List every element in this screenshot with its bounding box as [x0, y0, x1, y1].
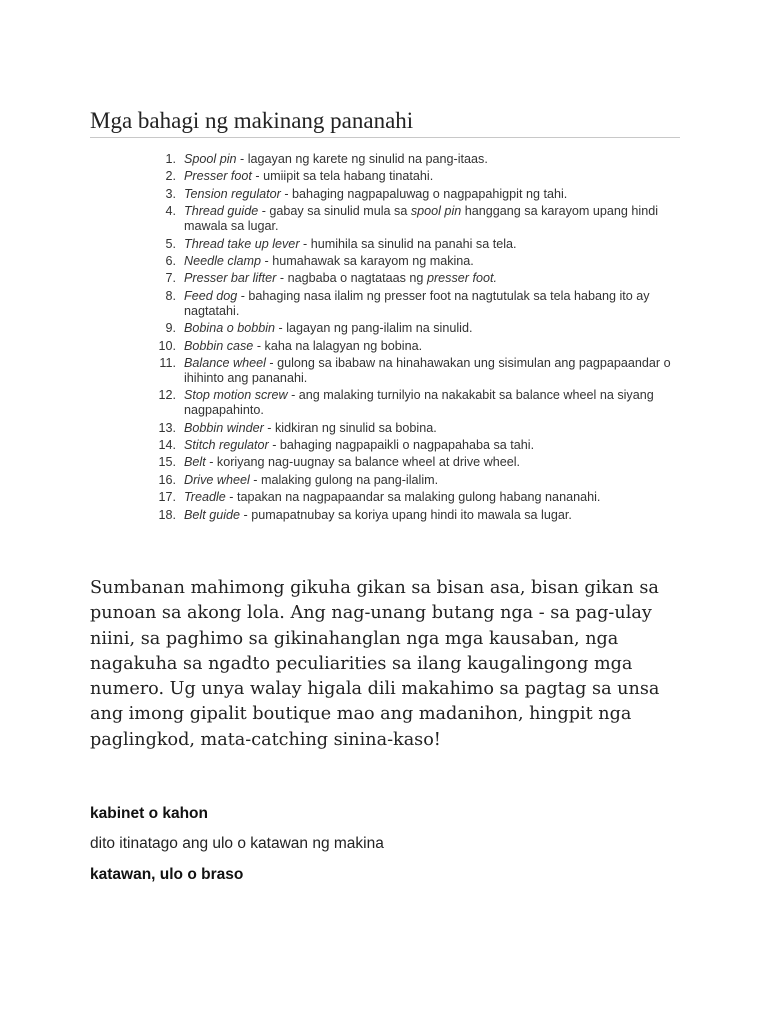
item-description: - koriyang nag-uugnay sa balance wheel at drive wheel. — [205, 455, 521, 470]
item-term: Stitch regulator — [184, 438, 269, 453]
item-description: - umiipit sa tela habang tinatahi. — [251, 169, 434, 184]
item-term: Spool pin — [184, 152, 237, 166]
item-number: 2. — [165, 169, 176, 184]
item-description: - nagbaba o nagtataas ng — [276, 271, 427, 286]
item-description: - pumapatnubay sa koriya upang hindi ito mawala sa lugar. — [240, 507, 572, 522]
section-heading-body: katawan, ulo o braso — [90, 866, 244, 883]
item-description: - humahawak sa karayom ng makina. — [261, 253, 474, 268]
item-description: - kidkiran ng sinulid sa bobina. — [263, 420, 437, 435]
list-item — [0, 455, 679, 470]
list-item — [0, 187, 679, 202]
list-item — [0, 438, 679, 453]
list-item — [0, 169, 679, 184]
item-number: 16. — [158, 472, 176, 487]
list-item — [0, 356, 679, 386]
item-number: 9. — [165, 321, 176, 336]
list-item — [0, 508, 679, 523]
item-number: 18. — [158, 507, 176, 522]
item-term-inline: spool pin — [410, 204, 462, 219]
item-term: Balance wheel — [184, 355, 266, 370]
item-description: - kaha na lalagyan ng bobina. — [253, 338, 423, 353]
list-item — [0, 204, 679, 234]
list-item — [0, 388, 679, 418]
list-item — [0, 152, 679, 167]
page-title: Mga bahagi ng makinang pananahi — [90, 108, 680, 138]
item-number: 4. — [165, 204, 176, 219]
item-term-inline: presser foot. — [426, 271, 497, 286]
item-term: Bobina o bobbin — [184, 321, 276, 336]
item-term: Thread take up lever — [184, 236, 300, 251]
item-term: Belt — [184, 455, 206, 470]
item-term: Presser bar lifter — [184, 271, 277, 286]
list-item — [0, 339, 679, 354]
item-description: - malaking gulong na pang-ilalim. — [249, 472, 439, 487]
item-term: Bobbin case — [184, 338, 254, 353]
item-description: - gulong sa ibabaw na hinahawakan ung sisimulan ang pagpapaandar o ihihinto ang pananahi. — [184, 355, 671, 385]
item-term: Feed dog — [184, 288, 238, 303]
item-description: - bahaging nasa ilalim ng presser foot na nagtutulak sa tela habang ito ay nagtatahi. — [184, 288, 650, 318]
item-term: Stop motion screw — [184, 388, 288, 403]
item-description: - bahaging nagpapaluwag o nagpapahigpit ng tahi. — [280, 186, 568, 201]
item-description: - tapakan na nagpapaandar sa malaking gulong habang nananahi. — [225, 490, 601, 505]
list-item — [0, 421, 679, 436]
section-heading-cabinet: kabinet o kahon — [90, 805, 208, 822]
list-item — [0, 490, 679, 505]
list-item — [0, 254, 679, 269]
item-number: 14. — [158, 438, 176, 453]
item-term: Thread guide — [184, 204, 259, 219]
item-description: - gabay sa sinulid mula sa — [258, 204, 411, 219]
item-number: 5. — [165, 236, 176, 251]
item-number: 7. — [165, 271, 176, 286]
item-number: 6. — [165, 253, 176, 268]
item-term: Bobbin winder — [184, 420, 264, 435]
item-description: - ang malaking turnilyio na nakakabit sa balance wheel na siyang nagpapahinto. — [184, 388, 654, 418]
item-term: Treadle — [184, 490, 226, 505]
section-text-cabinet: dito itinatago ang ulo o katawan ng makina — [90, 835, 384, 852]
item-description: - humihila sa sinulid na panahi sa tela. — [299, 236, 517, 251]
item-term: Needle clamp — [184, 253, 262, 268]
item-number: 8. — [165, 288, 176, 303]
item-description: - lagayan ng pang-ilalim na sinulid. — [275, 321, 473, 336]
list-item — [0, 289, 679, 319]
list-item — [0, 473, 679, 488]
item-number: 12. — [158, 388, 176, 403]
item-number: 11. — [159, 355, 176, 370]
item-term: Belt guide — [184, 507, 241, 522]
list-item — [0, 321, 679, 336]
item-number: 17. — [158, 490, 176, 505]
item-number: 13. — [158, 420, 176, 435]
item-number: 15. — [158, 455, 176, 470]
item-description-rest: hanggang sa karayom upang hindi mawala sa lugar. — [184, 204, 658, 234]
item-term: Presser foot — [184, 169, 252, 184]
body-paragraph: Sumbanan mahimong gikuha gikan sa bisan asa, bisan gikan sa punoan sa akong lola. Ang nag-unang butang nga - sa pag-ulay niini, sa paghimo sa gikinahanglan nga mga kausaban, nga nagakuha sa ngadto peculiarities sa ilang kaugalingong mga numero. Ug unya walay higala dili makahimo sa pagtag sa unsa ang imong gipalit boutique mao ang madanihon, hingpit nga paglingkod, mata-catching sinina-kaso! — [90, 578, 660, 750]
item-number: 3. — [165, 186, 176, 201]
item-number: 10. — [158, 338, 176, 353]
list-item — [0, 237, 679, 252]
item-number: 1. — [165, 152, 176, 166]
item-description: - lagayan ng karete ng sinulid na pang-itaas. — [236, 152, 488, 166]
item-term: Drive wheel — [184, 472, 250, 487]
item-term: Tension regulator — [184, 186, 281, 201]
list-item — [0, 271, 679, 286]
item-description: - bahaging nagpapaikli o nagpapahaba sa tahi. — [268, 438, 535, 453]
parts-list — [0, 152, 768, 525]
